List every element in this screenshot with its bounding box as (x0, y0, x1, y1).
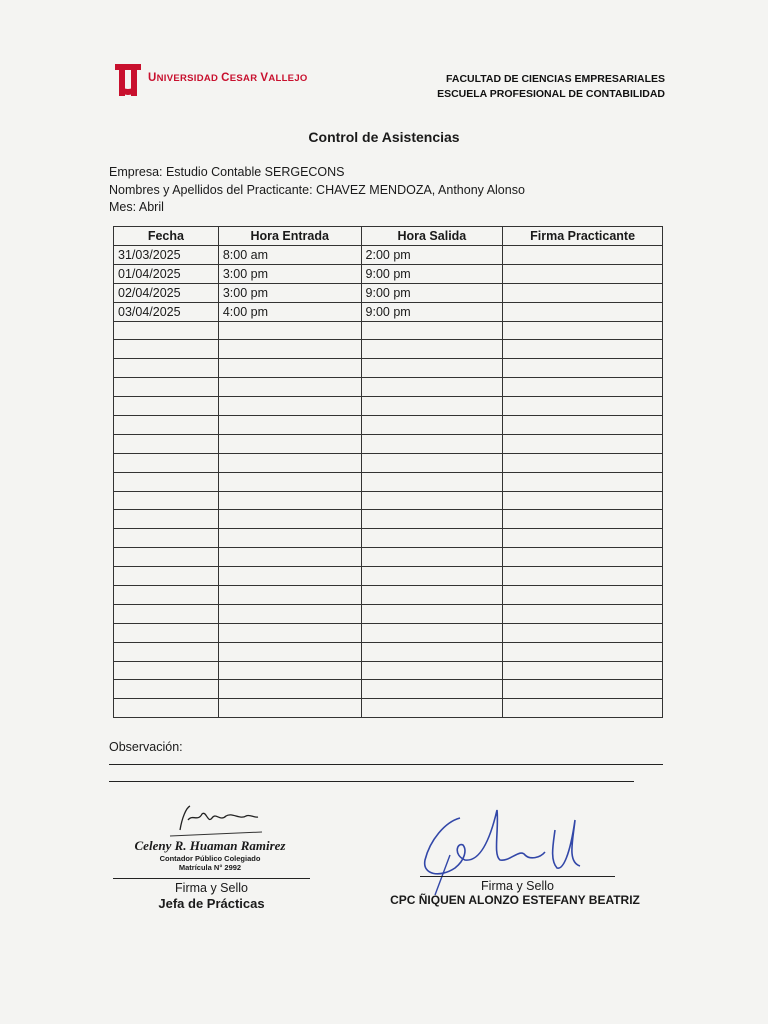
table-row (114, 567, 663, 586)
cell-fecha (114, 472, 219, 491)
table-row (114, 642, 663, 661)
uni-word-3: ALLEJO (268, 73, 308, 84)
cell-fecha (114, 623, 219, 642)
cell-firma (503, 548, 663, 567)
table-row (114, 378, 663, 397)
cell-hora-salida (361, 567, 503, 586)
header-firma-practicante: Firma Practicante (503, 227, 663, 246)
table-row (114, 434, 663, 453)
cell-firma (503, 397, 663, 416)
cell-hora-salida (361, 699, 503, 718)
cell-hora-salida (361, 453, 503, 472)
cell-firma (503, 283, 663, 302)
table-row (114, 699, 663, 718)
practicante-line: Nombres y Apellidos del Practicante: CHAVEZ MENDOZA, Anthony Alonso (109, 182, 525, 197)
info-block (109, 164, 525, 217)
cell-hora-entrada (218, 510, 361, 529)
cell-hora-salida (361, 642, 503, 661)
cell-fecha (114, 529, 219, 548)
attendance-table (113, 226, 663, 718)
table-row (114, 302, 663, 321)
cell-fecha (114, 397, 219, 416)
cell-firma (503, 529, 663, 548)
cell-fecha (114, 321, 219, 340)
cell-hora-entrada: 4:00 pm (218, 302, 361, 321)
cell-hora-entrada (218, 604, 361, 623)
table-row (114, 397, 663, 416)
cell-firma (503, 472, 663, 491)
cell-fecha (114, 567, 219, 586)
cell-hora-entrada (218, 340, 361, 359)
table-row (114, 491, 663, 510)
cell-firma (503, 321, 663, 340)
cell-hora-salida (361, 340, 503, 359)
left-signature-caption: Firma y Sello (175, 881, 248, 895)
cell-hora-entrada (218, 453, 361, 472)
cell-hora-salida (361, 529, 503, 548)
cell-fecha: 01/04/2025 (114, 264, 219, 283)
cell-firma (503, 359, 663, 378)
right-signature-line (420, 876, 615, 877)
table-row (114, 453, 663, 472)
cell-hora-entrada (218, 491, 361, 510)
cell-fecha (114, 416, 219, 435)
stamp-registration: Matrícula N° 2992 (178, 863, 242, 872)
table-row (114, 246, 663, 265)
cell-hora-entrada (218, 359, 361, 378)
cell-firma (503, 302, 663, 321)
cell-hora-salida (361, 623, 503, 642)
cell-fecha: 03/04/2025 (114, 302, 219, 321)
cell-fecha (114, 604, 219, 623)
cell-firma (503, 378, 663, 397)
stamp-title: Contador Público Colegiado (159, 854, 261, 863)
cell-hora-entrada (218, 680, 361, 699)
cell-fecha (114, 359, 219, 378)
cell-fecha (114, 510, 219, 529)
cell-hora-entrada: 8:00 am (218, 246, 361, 265)
cell-firma (503, 246, 663, 265)
cell-hora-salida (361, 586, 503, 605)
page-title: Control de Asistencias (308, 129, 460, 145)
empresa-line: Empresa: Estudio Contable SERGECONS (109, 165, 345, 179)
cell-hora-entrada (218, 586, 361, 605)
cell-hora-salida: 2:00 pm (361, 246, 503, 265)
observacion-line-2 (109, 781, 634, 782)
university-name (148, 72, 308, 84)
cell-hora-entrada (218, 623, 361, 642)
cell-fecha (114, 340, 219, 359)
header-fecha: Fecha (114, 227, 219, 246)
cell-hora-entrada (218, 699, 361, 718)
cell-hora-entrada: 3:00 pm (218, 264, 361, 283)
cell-hora-salida (361, 416, 503, 435)
cell-fecha (114, 699, 219, 718)
table-row (114, 283, 663, 302)
cell-fecha (114, 642, 219, 661)
cell-hora-salida: 9:00 pm (361, 264, 503, 283)
table-row (114, 359, 663, 378)
table-row (114, 321, 663, 340)
school-name: ESCUELA PROFESIONAL DE CONTABILIDAD (437, 88, 665, 100)
cell-hora-entrada (218, 567, 361, 586)
table-row (114, 416, 663, 435)
cell-firma (503, 642, 663, 661)
table-row (114, 661, 663, 680)
cell-hora-salida (361, 378, 503, 397)
stamp-name: Celeny R. Huaman Ramirez (134, 838, 286, 853)
faculty-name: FACULTAD DE CIENCIAS EMPRESARIALES (446, 73, 665, 85)
cell-firma (503, 510, 663, 529)
uni-letter-2: C (221, 72, 230, 84)
cell-fecha: 31/03/2025 (114, 246, 219, 265)
header-hora-entrada: Hora Entrada (218, 227, 361, 246)
cell-fecha (114, 680, 219, 699)
cell-firma (503, 623, 663, 642)
cell-fecha (114, 661, 219, 680)
cell-hora-entrada (218, 321, 361, 340)
table-row (114, 604, 663, 623)
faculty-block (437, 72, 665, 102)
cell-hora-entrada (218, 416, 361, 435)
table-row (114, 472, 663, 491)
table-row (114, 586, 663, 605)
cell-hora-salida (361, 661, 503, 680)
left-stamp (124, 838, 296, 872)
header-hora-salida: Hora Salida (361, 227, 503, 246)
table-row (114, 340, 663, 359)
table-body (114, 246, 663, 718)
cell-hora-salida (361, 680, 503, 699)
table-row (114, 529, 663, 548)
table-row (114, 680, 663, 699)
cell-hora-entrada (218, 434, 361, 453)
cell-firma (503, 264, 663, 283)
cell-hora-salida: 9:00 pm (361, 283, 503, 302)
university-logo-icon (113, 62, 143, 98)
cell-firma (503, 434, 663, 453)
cell-firma (503, 491, 663, 510)
uni-word-1: NIVERSIDAD (156, 73, 219, 84)
cell-fecha (114, 378, 219, 397)
cell-firma (503, 699, 663, 718)
uni-word-2: ESAR (229, 73, 258, 84)
cell-fecha (114, 453, 219, 472)
cell-hora-entrada (218, 397, 361, 416)
uni-letter-3: V (260, 72, 269, 84)
cell-firma (503, 586, 663, 605)
cell-firma (503, 453, 663, 472)
cell-hora-salida (361, 491, 503, 510)
table-row (114, 510, 663, 529)
table-row (114, 623, 663, 642)
cell-hora-salida (361, 434, 503, 453)
cell-firma (503, 340, 663, 359)
cell-firma (503, 680, 663, 699)
mes-line: Mes: Abril (109, 200, 164, 214)
cell-fecha (114, 586, 219, 605)
table-row (114, 548, 663, 567)
cell-firma (503, 661, 663, 680)
cell-hora-entrada: 3:00 pm (218, 283, 361, 302)
cell-hora-entrada (218, 378, 361, 397)
cell-hora-entrada (218, 642, 361, 661)
cell-firma (503, 604, 663, 623)
cell-hora-salida: 9:00 pm (361, 302, 503, 321)
cell-hora-salida (361, 397, 503, 416)
cell-firma (503, 567, 663, 586)
observacion-line-1 (109, 764, 663, 765)
cell-hora-salida (361, 604, 503, 623)
cell-hora-salida (361, 510, 503, 529)
left-signature-line (113, 878, 310, 879)
cell-hora-salida (361, 472, 503, 491)
cell-firma (503, 416, 663, 435)
cell-hora-entrada (218, 548, 361, 567)
right-signature-caption: Firma y Sello (481, 879, 554, 893)
cell-fecha: 02/04/2025 (114, 283, 219, 302)
cell-hora-salida (361, 321, 503, 340)
cell-fecha (114, 434, 219, 453)
cell-fecha (114, 548, 219, 567)
cell-hora-entrada (218, 472, 361, 491)
cell-fecha (114, 491, 219, 510)
cell-hora-salida (361, 548, 503, 567)
cell-hora-salida (361, 359, 503, 378)
left-signature-role: Jefa de Prácticas (158, 896, 265, 911)
table-row (114, 264, 663, 283)
cell-hora-entrada (218, 661, 361, 680)
right-signature-role: CPC ÑIQUEN ALONZO ESTEFANY BEATRIZ (390, 893, 640, 907)
cell-hora-entrada (218, 529, 361, 548)
uni-letter-1: U (148, 72, 157, 84)
table-header-row (114, 227, 663, 246)
observacion-label: Observación: (109, 740, 183, 754)
